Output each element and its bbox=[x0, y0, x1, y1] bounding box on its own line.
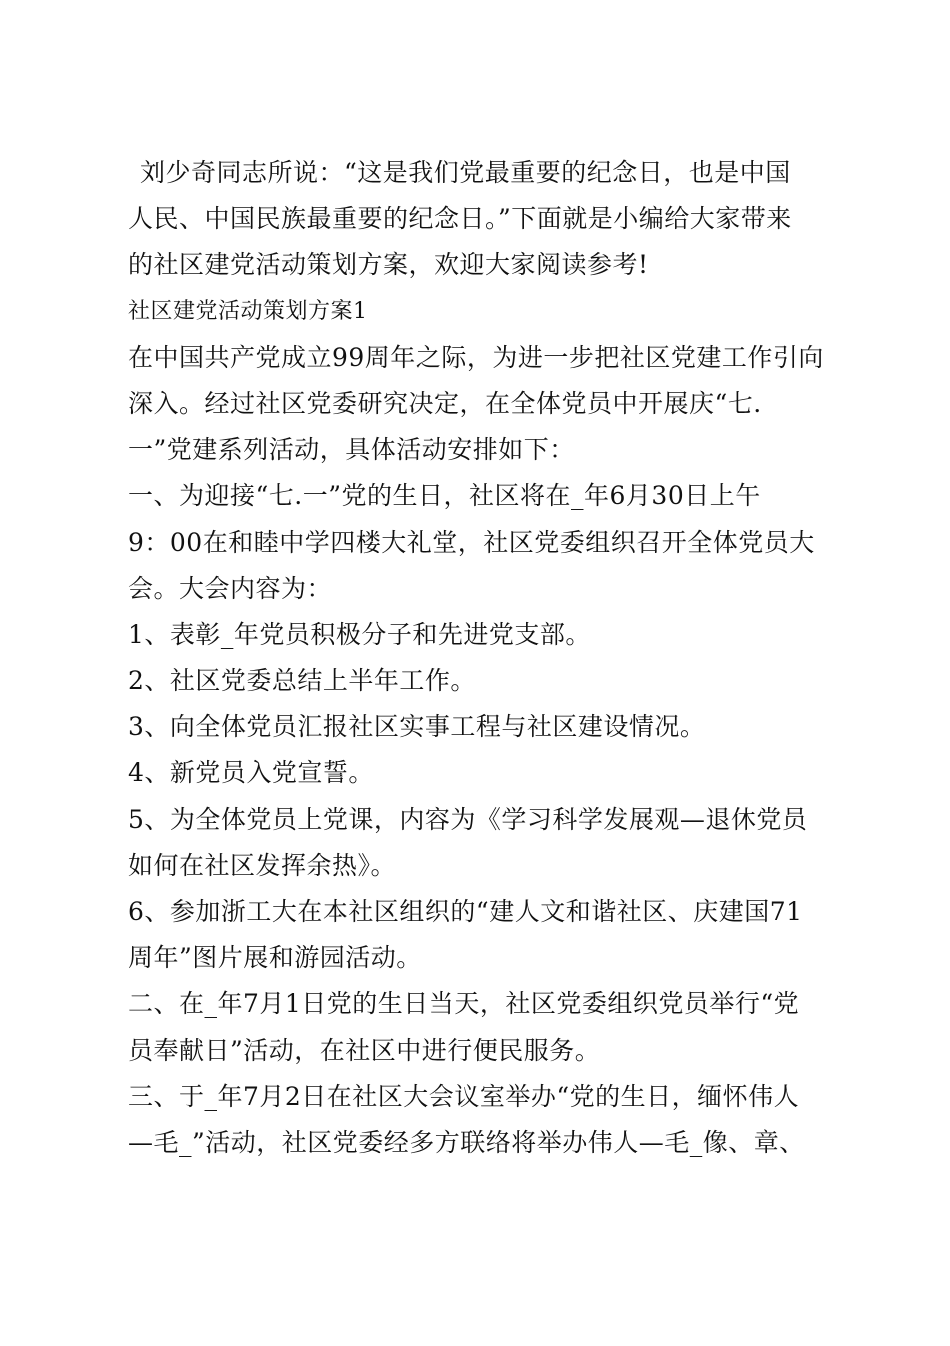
text-line: 会。大会内容为： bbox=[128, 573, 333, 603]
list-item: 1、表彰_年党员积极分子和先进党支部。 bbox=[128, 619, 591, 649]
text-line-intro-2: 人民、中国民族最重要的纪念日。”下面就是小编给大家带来 bbox=[128, 204, 792, 234]
section-heading: 社区建党活动策划方案1 bbox=[128, 298, 368, 324]
list-item-continued: 周年”图片展和游园活动。 bbox=[128, 943, 422, 973]
list-item: 2、社区党委总结上半年工作。 bbox=[128, 666, 476, 696]
text-line: 一”党建系列活动，具体活动安排如下： bbox=[128, 435, 575, 465]
text-line-intro-3: 的社区建党活动策划方案，欢迎大家阅读参考! bbox=[128, 250, 649, 280]
list-item: 5、为全体党员上党课，内容为《学习科学发展观—退休党员 bbox=[128, 804, 808, 834]
list-item-continued: 如何在社区发挥余热》。 bbox=[128, 850, 397, 880]
text-line: 在中国共产党成立99周年之际，为进一步把社区党建工作引向 bbox=[128, 342, 824, 372]
document-body bbox=[128, 150, 848, 1166]
text-line: 一、为迎接“七.一”党的生日，社区将在_年6月30日上午 bbox=[128, 481, 761, 511]
text-line: 三、于_年7月2日在社区大会议室举办“党的生日，缅怀伟人 bbox=[128, 1081, 800, 1111]
list-item: 6、参加浙工大在本社区组织的“建人文和谐社区、庆建国71 bbox=[128, 897, 803, 926]
text-line: 9：00在和睦中学四楼大礼堂，社区党委组织召开全体党员大 bbox=[128, 527, 815, 557]
text-line-intro-1: 刘少奇同志所说：“这是我们党最重要的纪念日，也是中国 bbox=[140, 158, 791, 187]
list-item: 3、向全体党员汇报社区实事工程与社区建设情况。 bbox=[128, 712, 706, 742]
text-line: 二、在_年7月1日党的生日当天，社区党委组织党员举行“党 bbox=[128, 989, 800, 1019]
text-line: 深入。经过社区党委研究决定，在全体党员中开展庆“七. bbox=[128, 388, 762, 418]
text-line: 员奉献日”活动，在社区中进行便民服务。 bbox=[128, 1035, 601, 1065]
text-line: —毛_”活动，社区党委经多方联络将举办伟人—毛_像、章、 bbox=[128, 1127, 805, 1157]
list-item: 4、新党员入党宣誓。 bbox=[128, 758, 374, 788]
